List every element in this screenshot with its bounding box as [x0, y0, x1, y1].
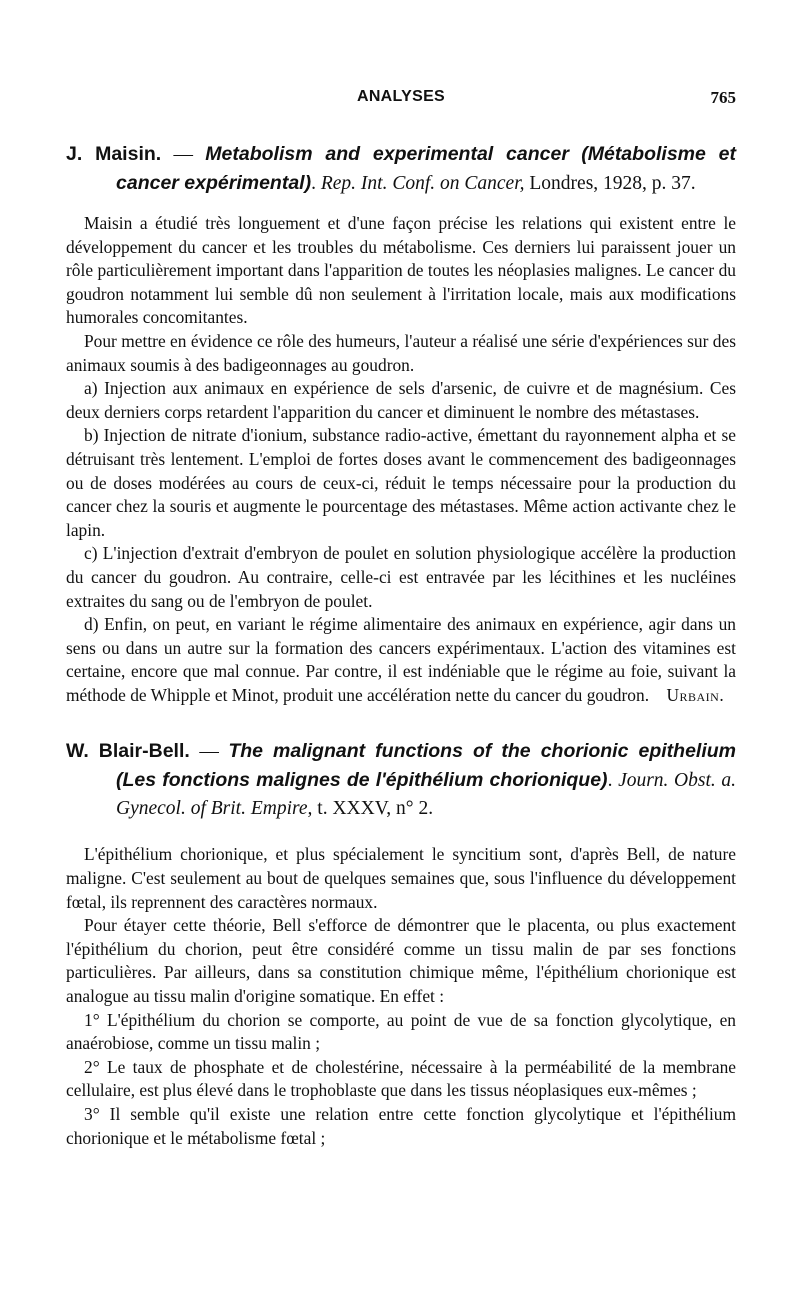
entry-2-dash: —: [189, 741, 229, 763]
entry-2-title-fr: (Les fonctions malignes de l'épithélium chorionique): [116, 769, 608, 792]
entry-1-paragraph-text: d) Enfin, on peut, en variant le régime alimentaire des animaux en expérience, agir dans un sens ou dans un autre sur la formation des cancers expérimentaux. L'action des vitamines est certaine, encore que mal connue. Par contre, il est indéniable que le régime au foie, suivant la méthode de Whipple et Minot, produit une accélération nette du cancer du goudron.: [66, 614, 736, 705]
entry-2-paragraph: Pour étayer cette théorie, Bell s'efforce de démontrer que le placenta, ou plus exactement l'épithélium du chorion, peut être considéré comme un tissu malin de par ses fonctions particulières. Par ailleurs, dans sa constitution chimique même, l'épithélium chorionique est analogue au tissu malin d'origine somatique. En effet :: [66, 915, 736, 1007]
entry-1-ref-rest: Londres, 1928, p. 37.: [524, 173, 696, 194]
entry-2-author: W. Blair-Bell.: [66, 740, 190, 763]
entry-2-ref-rest: t. XXXV, n° 2.: [312, 798, 434, 820]
entry-1-ref-journal: Rep. Int. Conf. on Cancer,: [320, 173, 525, 194]
page: [66, 88, 736, 1150]
entry-2-heading: [66, 737, 736, 823]
running-header: [66, 88, 736, 118]
entry-1-title-en: Metabolism and experimental cancer: [205, 143, 569, 165]
entry-1-paragraph: c) L'injection d'extrait d'embryon de poulet en solution physiologique accélère la production du cancer du goudron. Au contraire, celle-ci est entravée par les lécithines et les nucléines extraites du sang ou de l'embryon de poulet.: [66, 543, 736, 611]
entry-2-paragraph: 3° Il semble qu'il existe une relation entre cette fonction glycolytique et l'épithélium chorionique et le métabolisme fœtal ;: [66, 1104, 736, 1148]
entry-1-dash: —: [161, 144, 206, 165]
entry-2-paragraph: 1° L'épithélium du chorion se comporte, au point de vue de sa fonction glycolytique, en anaérobiose, comme un tissu malin ;: [66, 1009, 736, 1054]
entry-1-heading: [66, 140, 736, 198]
entry-2-paragraph: 2° Le taux de phosphate et de cholestérine, nécessaire à la perméabilité de la membrane cellulaire, est plus élevé dans le trophoblaste que dans les tissus néoplasiques eux-mêmes ;: [66, 1056, 736, 1101]
entry-2-ref-journal: Journ. Obst. a. Gynecol. of Brit. Empire,: [116, 770, 737, 820]
page-number: 765: [710, 88, 736, 107]
entry-1-paragraph: b) Injection de nitrate d'ionium, substance radio-active, émettant du rayonnement alpha et se détruisant très lentement. L'emploi de fortes doses avant le commencement des badigeonnages ou de doses modérées au cours de ceux-ci, réduit le temps nécessaire pour la production du cancer chez la souris et augmente le pourcentage des métastases. Même action activante chez le lapin.: [66, 425, 736, 540]
entry-1-paragraph: Pour mettre en évidence ce rôle des humeurs, l'auteur a réalisé une série d'expériences sur des animaux soumis à des badigeonnages au goudron.: [66, 330, 736, 375]
entry-1-ref-sep: .: [311, 173, 321, 194]
entry-1-title-fr: (Métabolisme et cancer expérimental): [116, 143, 737, 194]
entry-2-paragraph: L'épithélium chorionique, et plus spécialement le syncitium sont, d'après Bell, de nature maligne. C'est seulement au bout de quelques semaines que, sous l'influence du développement fœtal, ils reprennent des caractères normaux.: [66, 844, 736, 912]
entry-1-paragraph: a) Injection aux animaux en expérience de sels d'arsenic, de cuivre et de magnésium. Ces deux derniers corps retardent l'apparition du cancer et diminuent le nombre des métastases.: [66, 378, 736, 422]
entry-1-author: J. Maisin.: [66, 143, 162, 165]
entry-1-paragraph-last: [66, 613, 736, 707]
entry-2-title-en: The malignant functions of the chorionic epithelium: [228, 740, 736, 763]
entry-1-paragraph: Maisin a étudié très longuement et d'une façon précise les relations qui existent entre le développement du cancer et les troubles du métabolisme. Ces derniers lui paraissent jouer un rôle particulièrement important dans l'apparition de toutes les néoplasies malignes. Le cancer du goudron notamment lui semble dû non seulement à l'irritation locale, mais aux modifications humorales concomitantes.: [66, 213, 736, 328]
entry-2-ref-sep: .: [607, 770, 619, 792]
entry-1-signature: Urbain.: [666, 684, 725, 705]
running-title: ANALYSES: [356, 88, 446, 105]
